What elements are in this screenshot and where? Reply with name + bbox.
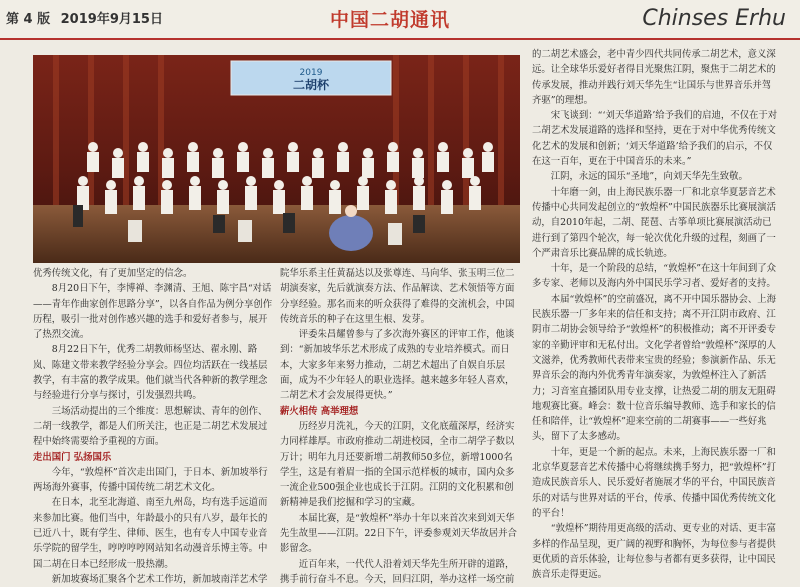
paragraph: 三场活动提出的三个维度：思想解读、青年的创作、二胡一线教学，都是人们所关注，也正是二胡艺术发展过程中始终需要给予重视的方面。 — [33, 405, 268, 448]
paragraph: 江阴，永远的国乐“圣地”，向刘天华先生致敬。 — [550, 171, 748, 183]
paragraph: 历经岁月洗礼，今天的江阴，文化底蕴深厚，经济实力同样雄厚。市政府推动二胡进校园，全市二胡学子数以万计；明年九月还要新增二胡教师50多位，新增1000名学生，这是有着眉一指的全国示范样板的城市，国内众多一流企业500强企业也成长于江阴。江阴的文化积累和创新精神是我们挖掘和学习的宝藏。 — [280, 420, 515, 509]
section-heading: 走出国门 弘扬国乐 — [33, 451, 112, 463]
paragraph: 宋飞谈到：“‘刘天华道路’给予我们的启迪，不仅在于对二胡艺术发展道路的选择和坚持，更在于对中华优秀传统文化艺术的发展和创新；‘刘天华道路’给予我们的启示，不仅在这一百年，更在于中国音乐的未来。” — [532, 110, 778, 168]
paragraph: 今年，“敦煌杯”首次走出国门，于日本、新加坡举行两场海外赛事，传播中国传统二胡艺术文化。 — [33, 466, 268, 494]
page-header — [0, 0, 800, 40]
paragraph: 十年，是一个阶段的总结，“敦煌杯”在这十年间到了众多专家、老师以及海内外中国民乐学习者、爱好者的支持。 — [532, 263, 777, 290]
paragraph: 十年磨一剑，由上海民族乐器一厂和北京华夏瑟音艺术传播中心共同发起创立的“敦煌杯”中国民族器乐比赛展演活动，自2010年起，二胡、琵琶、古筝单项比赛展演活动已进行到了第四个轮次，每一轮次优化升级的过程，刻画了一个严肃音乐比赛品牌的成长轨迹。 — [532, 186, 776, 259]
article-column-2 — [280, 266, 520, 585]
article-column-3 — [532, 47, 779, 581]
paragraph: 的二胡艺术盛会，老中青少四代共同传承二胡艺术，意义深远。让全球华乐爱好者得目光聚焦江阴，聚焦于二胡艺术的传承发展，推动并践行刘天华先生“让国乐与世界音乐并驾齐驱”的理想。 — [532, 49, 776, 106]
article-column-1 — [33, 266, 273, 585]
issue-date: 2019年9月15日 — [60, 12, 163, 27]
banner-title: 二胡杯 — [292, 78, 330, 92]
banner-year: 2019 — [299, 68, 323, 78]
section-heading: 薪火相传 高举理想 — [280, 405, 359, 417]
paragraph: 新加坡赛场汇聚各个艺术工作坊，新加坡南洋艺术学 — [51, 573, 268, 585]
paragraph: 在日本，北至北海道、南至九州岛，均有选手远道而来参加比赛。他们当中，年龄最小的只有八岁，最年长的已近八十，既有学生、律师、医生，也有专人中国专业音乐学院的留学生，哼哼哼哼网站知名动漫音乐博主等。中国二胡在日本已经形成一股热潮。 — [33, 497, 268, 570]
paragraph: 8月22日下午，优秀二胡教师杨坚达、翟永刚、路岚、陈建文带来教学经验分享会。四位均活跃在一线基层教学，有丰富的教学成果。他们就当代各种新的教学理念与经验进行分享与探讨，引发强烈共鸣。 — [33, 344, 268, 402]
paragraph: 8月20日下午，李博禅、李渊清、王旭、陈宇昌“对话——青年作曲家创作思路分享”，以各自作品为例分享创作历程，吸引一批对创作感兴趣的选手和爱好者参与，展开了热烈交流。 — [33, 283, 273, 341]
edition-info — [6, 8, 169, 27]
paragraph: 本届“敦煌杯”的空前盛况，离不开中国乐器协会、上海民族乐器一厂多年来的信任和支持；离不开江阴市政府、江阴市二胡协会领导给予“敦煌杯”的积极推动；离不开评委专家的辛勤评审和无私付出。文化学者曾给“敦煌杯”深厚的人文滋养，优秀教师代表带来宝贵的经验；参演新作品、乐无界音乐会的海内外优秀青年演奏家，为敦煌杯注入了新活力；习音室直播团队用专业支撑，让热爱二胡的朋友无阻碍地观赛比赛。峰会：数十位音乐编导教师、选手和家长的信任和陪伴，让“敦煌杯”迎来空前的二胡赛事——一些好兆头，留下了太多感动。 — [532, 293, 777, 443]
paragraph: 优秀传统文化，有了更加坚定的信念。 — [33, 268, 193, 279]
paragraph: 评委朱昌耀曾参与了多次海外赛区的评审工作，他谈到：“新加坡华乐艺术形成了成熟的专业培养模式。而日本，大家多年来努力推动，二胡艺术超出了自娱自乐层面，成为不少年轻人的职业选择。越来越多年轻人喜欢，二胡艺术才会发展得更快。” — [280, 329, 515, 402]
paragraph: “敦煌杯”期待用更高级的活动、更专业的对话、更丰富多样的作品呈现，更广阔的视野和胸怀，为每位参与者提供更优质的音乐体验，让每位参与者都有更多获得，让中国民族音乐走得更远。 — [532, 523, 777, 581]
page-number: 第 4 版 — [6, 12, 51, 27]
concert-photo — [33, 55, 520, 263]
paragraph: 十年，更是一个新的起点。未来，上海民族乐器一厂和北京华夏瑟音艺术传播中心将继续携手努力，把“敦煌杯”打造成民族音乐人、民乐爱好者施展才华的平台，中国民族音乐的对话与世界对话的平台，传承、传播中国优秀传统文化的平台！ — [532, 446, 776, 519]
paragraph: 近百年来，一代代人沿着刘天华先生所开辟的道路，携手前行奋斗不息。今天，回归江阴，举办这样一场空前 — [280, 558, 515, 585]
masthead-title: 中国二胡通讯 — [330, 9, 451, 31]
paragraph: 院华乐系主任黄磊达以及张尊连、马向华、张玉明三位二胡演奏家，先后就演奏方法、作品解读、艺术领悟等方面分享经验。那名而来的听众获得了难得的交流机会，中国传统音乐的种子在这里生根、发芽。 — [280, 268, 515, 325]
paragraph: 本届比赛，是“敦煌杯”举办十年以来首次来到刘天华先生故里——江阴。22日下午，评委参观刘天华故居并合影留念。 — [280, 512, 517, 555]
masthead-english: Chinses Erhu — [642, 6, 786, 31]
